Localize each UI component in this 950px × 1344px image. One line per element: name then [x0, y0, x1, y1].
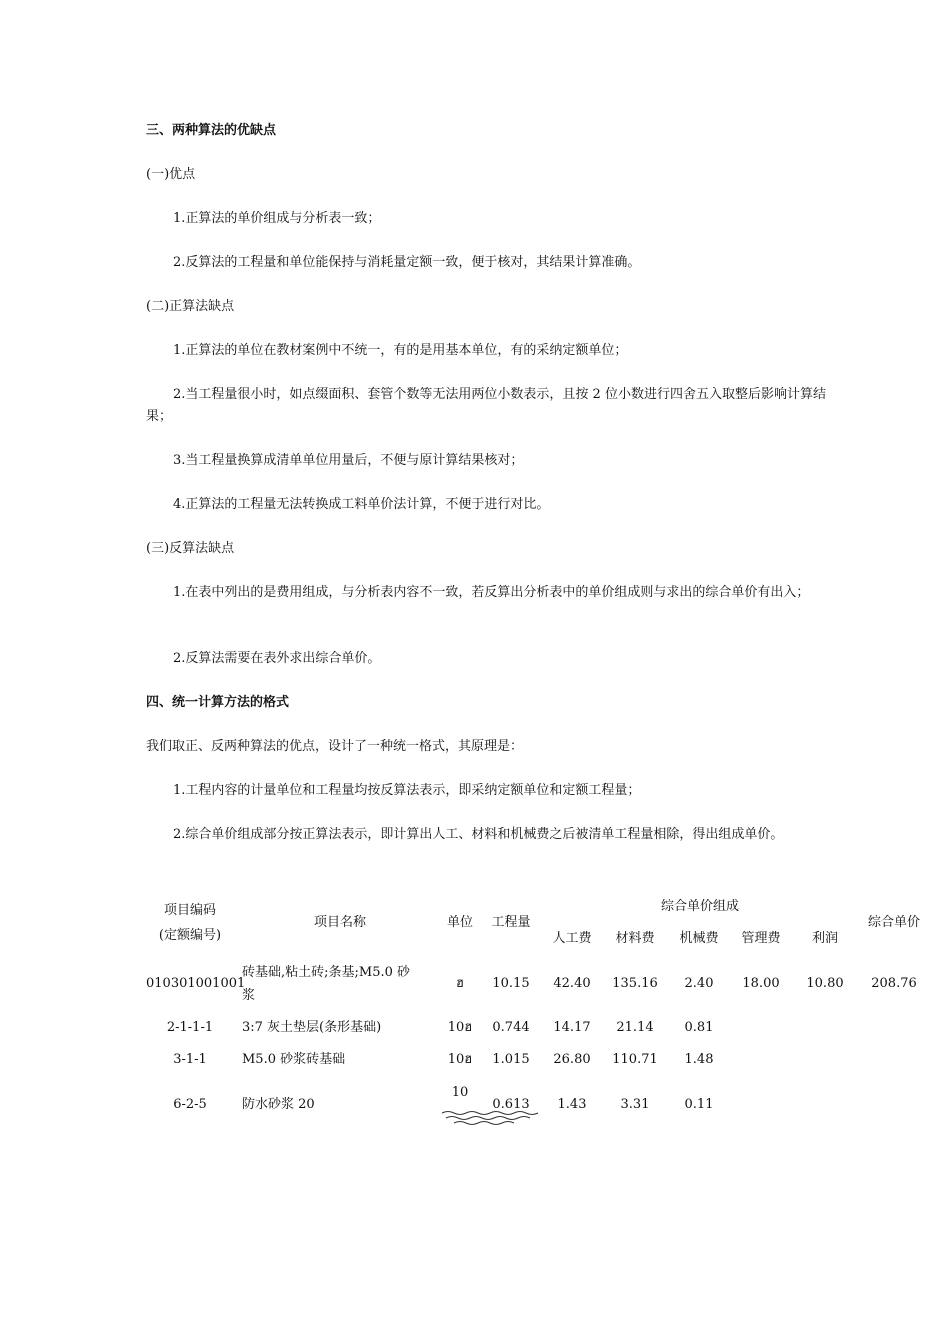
- principle-item-2: 2.综合单价组成部分按正算法表示，即计算出人工、材料和机械费之后被清单工程量相除，得出组成单价。: [173, 827, 784, 842]
- row3-material: 110.71: [612, 1052, 658, 1067]
- header-name: 项目名称: [313, 915, 366, 930]
- header-management: 管理费: [741, 931, 781, 946]
- header-unit: 单位: [446, 915, 473, 930]
- row1-labor: 42.40: [553, 976, 591, 991]
- row4-unit: 10: [451, 1085, 469, 1100]
- row4-labor: 1.43: [557, 1097, 587, 1112]
- row2-labor: 14.17: [553, 1020, 591, 1035]
- section-heading-three: 三、两种算法的优缺点: [146, 123, 277, 138]
- header-machine: 机械费: [679, 931, 719, 946]
- row3-quantity: 1.015: [492, 1052, 530, 1067]
- row2-quantity: 0.744: [492, 1020, 530, 1035]
- principle-item-1: 1.工程内容的计量单位和工程量均按反算法表示，即采纳定额单位和定额工程量；: [173, 783, 641, 798]
- row1-code: 010301001001: [146, 976, 246, 991]
- header-quantity: 工程量: [491, 915, 531, 930]
- header-labor: 人工费: [552, 931, 592, 946]
- row4-code: 6-2-5: [173, 1097, 207, 1112]
- row1-profit: 10.80: [806, 976, 844, 991]
- advantage-item-1: 1.正算法的单价组成与分析表一致；: [173, 211, 381, 226]
- reverse-method-drawbacks-title: (三)反算法缺点: [146, 541, 235, 556]
- reverse-drawback-1: 1.在表中列出的是费用组成，与分析表内容不一致，若反算出分析表中的单价组成则与求出的综合单价有出入；: [173, 585, 810, 600]
- forward-drawback-4: 4.正算法的工程量无法转换成工料单价法计算，不便于进行对比。: [173, 497, 550, 512]
- header-code-line2: (定额编号): [158, 928, 222, 943]
- row2-name: 3:7 灰土垫层(条形基础): [242, 1020, 382, 1035]
- header-unit-price-composition: 综合单价组成: [660, 899, 739, 914]
- reverse-drawback-2: 2.反算法需要在表外求出综合单价。: [173, 651, 381, 666]
- row4-quantity: 0.613: [492, 1097, 530, 1112]
- forward-drawback-1: 1.正算法的单位在教材案例中不统一，有的是用基本单位，有的采纳定额单位；: [173, 343, 628, 358]
- wavy-underline-mark: [440, 1110, 540, 1126]
- header-profit: 利润: [811, 931, 838, 946]
- advantages-title: (一)优点: [146, 167, 196, 182]
- row4-machine: 0.11: [684, 1097, 714, 1112]
- row1-name-line2: 浆: [242, 988, 256, 1003]
- row1-machine: 2.40: [684, 976, 714, 991]
- row3-unit: 10ฮ: [447, 1052, 473, 1067]
- row2-unit: 10ฮ: [447, 1020, 473, 1035]
- row1-material: 135.16: [612, 976, 658, 991]
- row3-name: M5.0 砂浆砖基础: [242, 1052, 346, 1067]
- row3-machine: 1.48: [684, 1052, 714, 1067]
- advantage-item-2: 2.反算法的工程量和单位能保持与消耗量定额一致，便于核对，其结果计算准确。: [173, 255, 641, 270]
- row1-management: 18.00: [742, 976, 780, 991]
- row1-total: 208.76: [871, 976, 917, 991]
- header-code-line1: 项目编码: [163, 903, 216, 918]
- row2-code: 2-1-1-1: [166, 1020, 214, 1035]
- row3-labor: 26.80: [553, 1052, 591, 1067]
- row2-material: 21.14: [616, 1020, 654, 1035]
- section-heading-four: 四、统一计算方法的格式: [146, 695, 290, 710]
- section-four-intro: 我们取正、反两种算法的优点，设计了一种统一格式，其原理是：: [146, 739, 524, 754]
- header-material: 材料费: [615, 931, 655, 946]
- forward-drawback-3: 3.当工程量换算成清单单位用量后，不便与原计算结果核对；: [173, 453, 524, 468]
- row2-machine: 0.81: [684, 1020, 714, 1035]
- row4-name: 防水砂浆 20: [242, 1097, 315, 1112]
- forward-method-drawbacks-title: (二)正算法缺点: [146, 299, 235, 314]
- row3-code: 3-1-1: [173, 1052, 207, 1067]
- header-total-unit-price: 综合单价: [867, 915, 920, 930]
- row1-name-line1: 砖基础,粘土砖;条基;M5.0 砂: [242, 965, 411, 980]
- forward-drawback-2: 2.当工程量很小时，如点缀面积、套管个数等无法用两位小数表示，且按 2 位小数进行四舍五入取整后影响计算结果；: [146, 387, 826, 424]
- row1-unit: ฮ: [456, 976, 464, 991]
- row1-quantity: 10.15: [492, 976, 530, 991]
- row4-material: 3.31: [620, 1097, 650, 1112]
